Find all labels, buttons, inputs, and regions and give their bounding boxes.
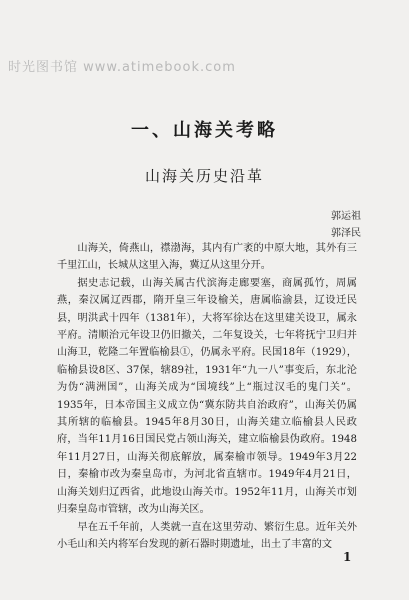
- page-number: 1: [343, 550, 352, 564]
- chapter-title: 一、山海关考略: [131, 120, 278, 141]
- author-name: 郭运祖: [331, 211, 361, 222]
- section-title: 山海关历史沿革: [144, 167, 264, 185]
- watermark-text: 时光图书馆 www.atimebook.com: [8, 60, 236, 75]
- author-name: 郭泽民: [331, 228, 361, 239]
- paragraph: 山海关，倚燕山，襟渤海，其内有广袤的中原大地，其外有三千里江山，长城从这里入海，冀辽从这里分开。: [57, 243, 357, 272]
- body-text: [57, 240, 357, 553]
- paragraph: 据史志记载，山海关属古代滨海走廊要塞，商属孤竹，周属燕，秦汉属辽西郡，隋开皇三年设榆关，唐属临渝县，辽设迁民县，明洪武十四年（1381年），大将军徐达在这里建关设卫，属永平府。清顺治元年设卫仍旧撤关，二年复设关，七年将抚宁卫归并山海卫，乾隆二年置临榆县①，仍属永平府。民国18年（1929），临榆县设8区、37保，辖89社，1931年“九一八”事变后，东北沦为伪“满洲国”，山海关成为“国境线”上“瓶过汉毛的鬼门关”。1935年，日本帝国主义成立伪“冀东防共自治政府”，山海关仍属其所辖的临榆县。1945年8月30日，山海关建立临榆县人民政府，当年11月16日国民党占领山海关，建立临榆县伪政府。1948年11月27日，山海关彻底解放，属秦榆市领导。1949年3月22日，秦榆市改为秦皇岛市，为河北省直辖市。1949年4月21日，山海关划归辽西省，此地设山海关市。1952年11月，山海关市划归秦皇岛市管辖，改为山海关区。: [57, 277, 357, 516]
- paragraph: 早在五千年前，人类就一直在这里劳动、繁衍生息。近年关外小毛山和关内将军台发现的新石器时期遗址，出土了丰富的文: [57, 521, 357, 550]
- author-list: [331, 208, 361, 242]
